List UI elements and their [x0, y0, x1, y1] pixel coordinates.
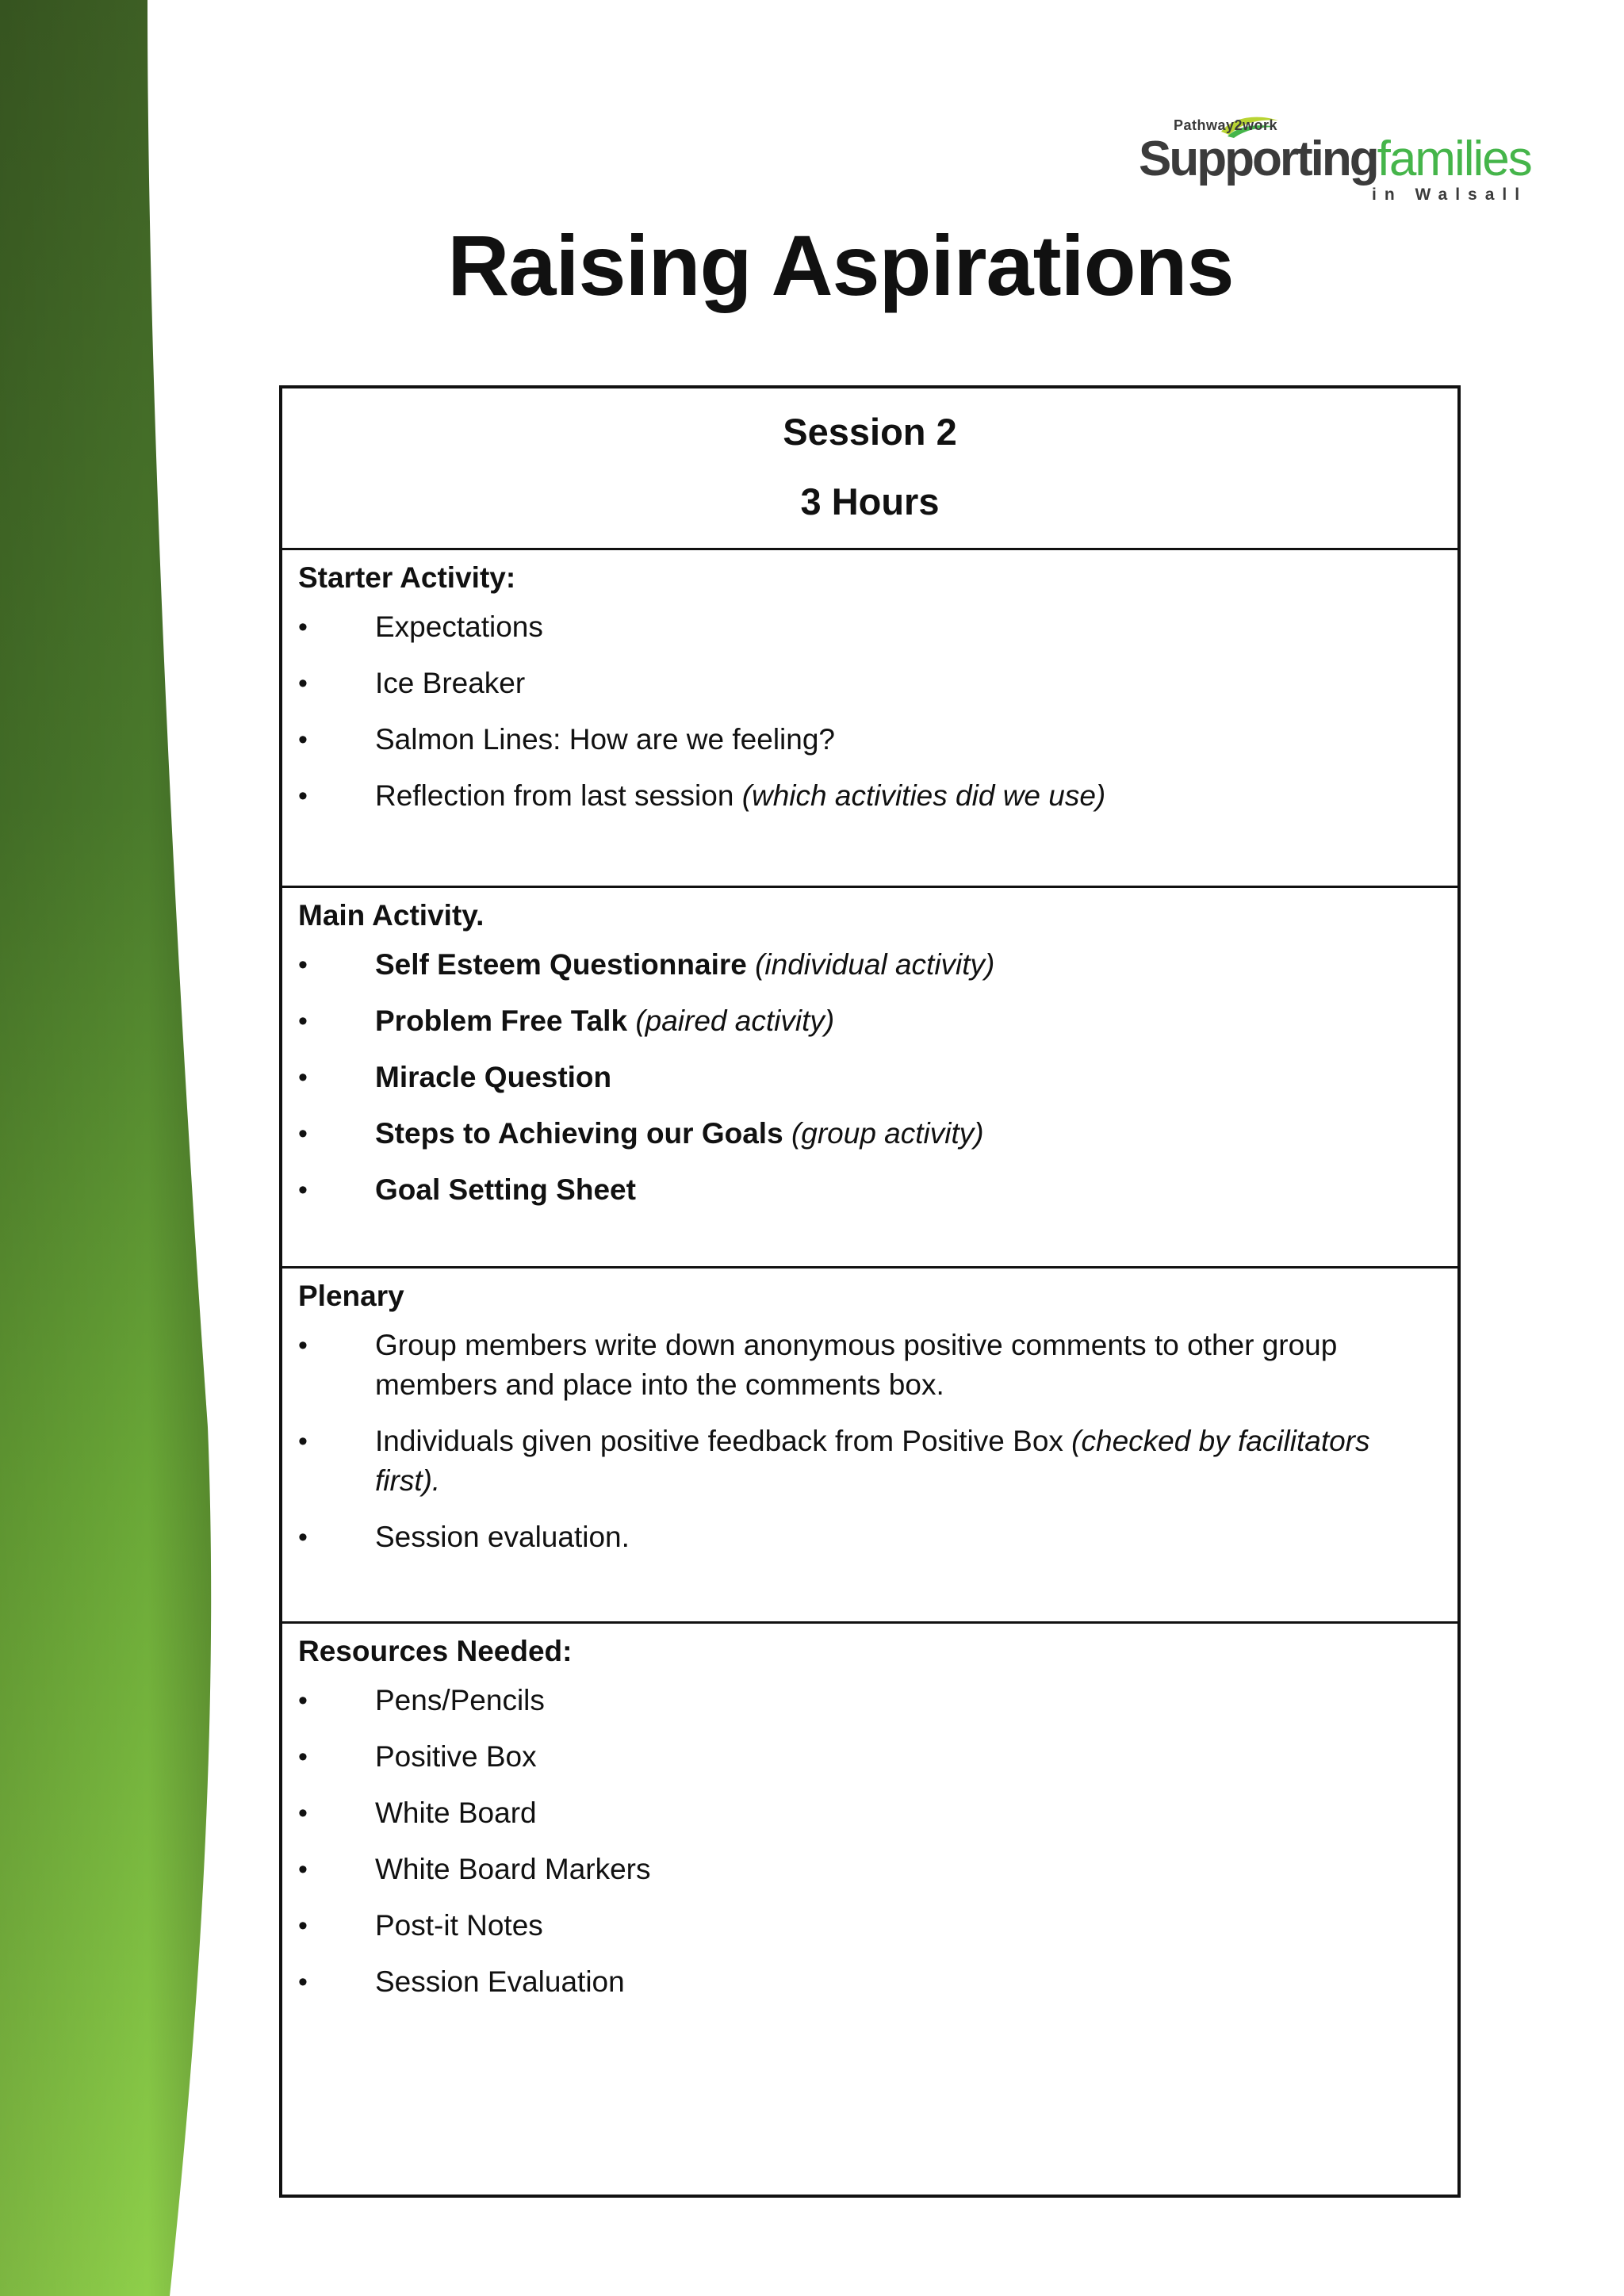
list-item [298, 1114, 1442, 1154]
main-activity-list [298, 945, 1442, 1210]
resources-section [282, 1624, 1457, 2195]
logo-wordmark [1139, 132, 1531, 186]
list-item [298, 720, 1442, 760]
item-note: (individual activity) [746, 948, 995, 981]
logo-word-families: families [1377, 132, 1531, 186]
item-title: Miracle Question [375, 1061, 612, 1093]
session-plan-table [279, 385, 1461, 2198]
main-activity-heading: Main Activity. [298, 899, 485, 932]
item-title: Self Esteem Questionnaire [375, 948, 747, 981]
page-title: Raising Aspirations [447, 217, 1234, 313]
logo-word-supporting: Supporting [1139, 132, 1377, 186]
item-text: Post-it Notes [375, 1909, 543, 1942]
item-text: Expectations [375, 610, 543, 643]
item-text: Reflection from last session [375, 779, 742, 812]
list-item [298, 607, 1442, 647]
starter-activity-section [282, 550, 1457, 888]
list-item [298, 1058, 1442, 1097]
item-note: (which activities did we use) [741, 779, 1106, 812]
item-text: Ice Breaker [375, 667, 526, 699]
list-item [298, 1326, 1442, 1405]
list-item [298, 1737, 1442, 1777]
resources-heading: Resources Needed: [298, 1635, 573, 1667]
item-text: Session Evaluation [375, 1965, 625, 1998]
session-duration: 3 Hours [800, 480, 940, 522]
plenary-heading: Plenary [298, 1280, 404, 1312]
item-title: Goal Setting Sheet [375, 1173, 636, 1206]
list-item [298, 1906, 1442, 1946]
item-text: Group members write down anonymous positive comments to other group members and place into the comments box. [375, 1329, 1338, 1401]
list-item [298, 1850, 1442, 1889]
session-label: Session 2 [783, 411, 957, 453]
item-text: Salmon Lines: How are we feeling? [375, 723, 835, 756]
session-header [282, 388, 1457, 550]
item-note: (checked by facilitators first). [375, 1425, 1370, 1497]
side-decoration-band [0, 0, 214, 2296]
list-item [298, 1517, 1442, 1557]
list-item [298, 1681, 1442, 1720]
list-item [298, 1001, 1442, 1041]
list-item [298, 1962, 1442, 2002]
item-title: Steps to Achieving our Goals [375, 1117, 783, 1150]
plenary-section [282, 1269, 1457, 1624]
item-text: White Board [375, 1797, 537, 1829]
item-note: (group activity) [783, 1117, 984, 1150]
item-text: Positive Box [375, 1740, 537, 1773]
list-item [298, 945, 1442, 985]
list-item [298, 776, 1442, 816]
item-note: (paired activity) [627, 1004, 835, 1037]
list-item [298, 1793, 1442, 1833]
list-item [298, 1170, 1442, 1210]
resources-list [298, 1681, 1442, 2002]
item-text: Individuals given positive feedback from Positive Box [375, 1425, 1072, 1457]
main-activity-section [282, 888, 1457, 1269]
item-text: White Board Markers [375, 1853, 651, 1885]
logo-subtitle: in Walsall [1372, 186, 1528, 204]
list-item [298, 664, 1442, 703]
starter-activity-list [298, 607, 1442, 816]
starter-activity-heading: Starter Activity: [298, 561, 516, 594]
item-title: Problem Free Talk [375, 1004, 628, 1037]
brand-logo [1139, 117, 1531, 211]
item-text: Session evaluation. [375, 1521, 630, 1553]
plenary-list [298, 1326, 1442, 1557]
item-text: Pens/Pencils [375, 1684, 545, 1716]
logo-pathway-text: Pathway2work [1174, 117, 1278, 133]
list-item [298, 1422, 1442, 1501]
